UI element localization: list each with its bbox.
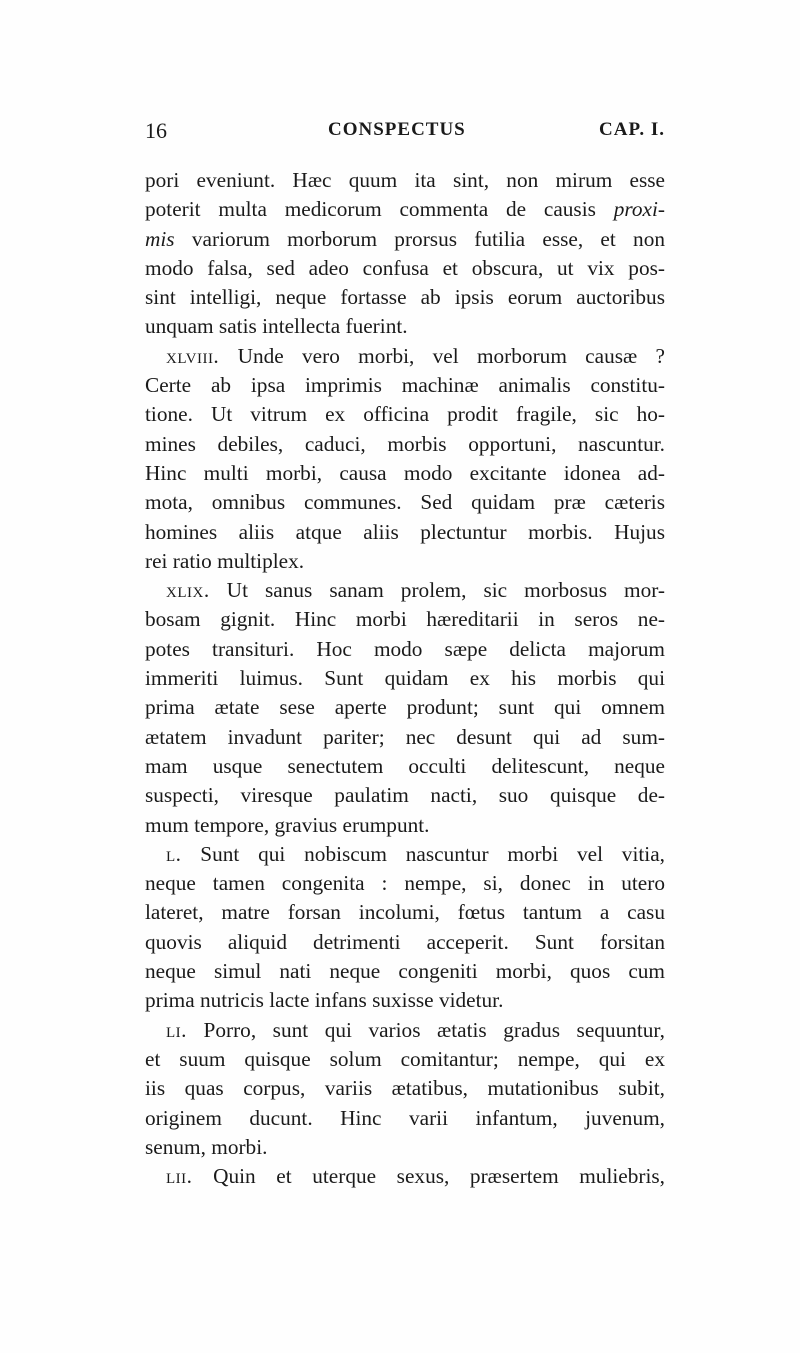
text-line	[145, 869, 665, 898]
line-text: rei ratio multiplex.	[145, 548, 305, 573]
text-line	[145, 635, 665, 664]
section-number: l.	[166, 841, 182, 866]
running-header	[145, 118, 665, 152]
line-text: bosam gignit. Hinc morbi hæreditarii in seros ne-	[145, 607, 665, 632]
line-text: et suum quisque solum comitantur; nempe, qui ex	[145, 1046, 665, 1071]
text-line	[145, 400, 665, 429]
line-text: Porro, sunt qui varios ætatis gradus sequuntur,	[186, 1017, 665, 1042]
line-text: prima ætate sese aperte produnt; sunt qui omnem	[145, 695, 665, 720]
text-line	[145, 225, 665, 254]
text-line	[145, 693, 665, 722]
text-line	[145, 312, 665, 341]
body-text	[145, 166, 665, 1191]
text-line	[145, 459, 665, 488]
text-line	[145, 518, 665, 547]
running-title: CONSPECTUS	[328, 119, 466, 140]
line-text: senum, morbi.	[145, 1134, 268, 1159]
line-text: mines debiles, caduci, morbis opportuni, nascuntur.	[145, 431, 665, 456]
line-text: mum tempore, gravius erumpunt.	[145, 812, 430, 837]
line-text: potes transituri. Hoc modo sæpe delicta majorum	[145, 636, 665, 661]
line-text: neque tamen congenita : nempe, si, donec in utero	[145, 871, 665, 896]
line-text: Sunt qui nobiscum nascuntur morbi vel vitia,	[181, 841, 665, 866]
text-line	[145, 1074, 665, 1103]
line-text: Certe ab ipsa imprimis machinæ animalis constitu-	[145, 373, 665, 398]
text-line	[145, 488, 665, 517]
text-line	[145, 254, 665, 283]
italic-text: mis	[145, 226, 175, 251]
text-line	[145, 811, 665, 840]
italic-text: proxi-	[613, 197, 665, 222]
line-text: homines aliis atque aliis plectuntur morbis. Hujus	[145, 519, 665, 544]
line-text: prima nutricis lacte infans suxisse videtur.	[145, 988, 504, 1013]
line-text: suspecti, viresque paulatim nacti, suo quisque de-	[145, 783, 665, 808]
page-number: 16	[145, 118, 167, 143]
section-number: xlviii.	[166, 343, 220, 368]
text-line	[145, 371, 665, 400]
line-text: tione. Ut vitrum ex officina prodit fragile, sic ho-	[145, 402, 665, 427]
line-text: mam usque senectutem occulti delitescunt, neque	[145, 753, 665, 778]
text-line	[145, 605, 665, 634]
line-text: unquam satis intellecta fuerint.	[145, 314, 408, 339]
line-text: modo falsa, sed adeo confusa et obscura, ut vix pos-	[145, 255, 665, 280]
text-line	[145, 986, 665, 1015]
line-text: originem ducunt. Hinc varii infantum, juvenum,	[145, 1105, 665, 1130]
section-number: lii.	[166, 1164, 193, 1189]
text-line	[145, 781, 665, 810]
chapter-label: CAP. I.	[599, 119, 665, 140]
line-text: lateret, matre forsan incolumi, fœtus tantum a casu	[145, 900, 665, 925]
text-line	[145, 283, 665, 312]
text-line	[145, 664, 665, 693]
section-number: li.	[166, 1017, 187, 1042]
text-line	[145, 957, 665, 986]
line-text: iis quas corpus, variis ætatibus, mutationibus subit,	[145, 1076, 665, 1101]
text-line	[145, 1162, 665, 1191]
text-line	[145, 195, 665, 224]
line-text: Ut sanus sanam prolem, sic morbosus mor-	[209, 578, 665, 603]
line-text: Hinc multi morbi, causa modo excitante idonea ad-	[145, 460, 665, 485]
line-text: poterit multa medicorum commenta de causis	[145, 197, 614, 222]
line-text: sint intelligi, neque fortasse ab ipsis eorum auctoribus	[145, 285, 665, 310]
line-text: quovis aliquid detrimenti acceperit. Sunt forsitan	[145, 929, 665, 954]
text-line	[145, 723, 665, 752]
line-text: ætatem invadunt pariter; nec desunt qui ad sum-	[145, 724, 665, 749]
line-text: immeriti luimus. Sunt quidam ex his morbis qui	[145, 666, 665, 691]
line-text: Unde vero morbi, vel morborum causæ ?	[219, 343, 665, 368]
text-line	[145, 1045, 665, 1074]
text-line	[145, 1016, 665, 1045]
text-line	[145, 430, 665, 459]
line-text: mota, omnibus communes. Sed quidam præ cæteris	[145, 490, 665, 515]
text-line	[145, 1133, 665, 1162]
section-number: xlix.	[166, 578, 210, 603]
text-line	[145, 752, 665, 781]
line-text: variorum morborum prorsus futilia esse, et non	[174, 226, 665, 251]
text-line	[145, 1104, 665, 1133]
text-line	[145, 166, 665, 195]
text-line	[145, 342, 665, 371]
text-line	[145, 576, 665, 605]
text-line	[145, 898, 665, 927]
text-line	[145, 840, 665, 869]
line-text: Quin et uterque sexus, præsertem muliebris,	[192, 1164, 665, 1189]
line-text: pori eveniunt. Hæc quum ita sint, non mirum esse	[145, 168, 665, 192]
line-text: neque simul nati neque congeniti morbi, quos cum	[145, 959, 665, 984]
text-line	[145, 547, 665, 576]
text-line	[145, 928, 665, 957]
